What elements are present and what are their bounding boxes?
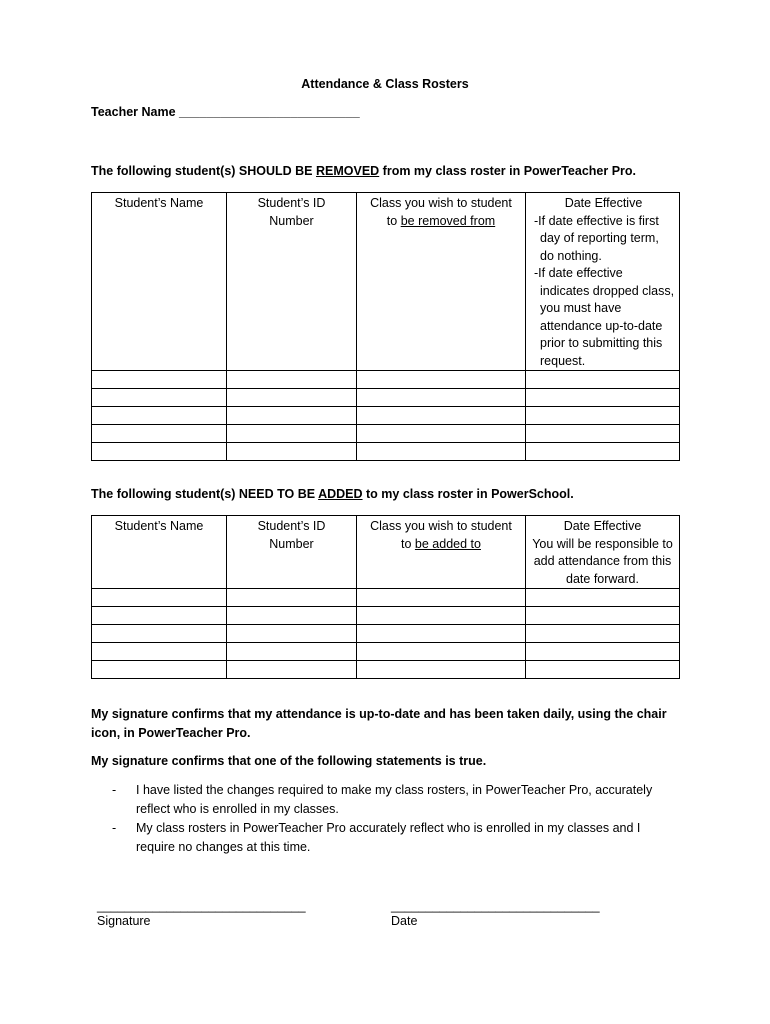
table-cell[interactable] xyxy=(227,589,357,607)
table-cell[interactable] xyxy=(92,661,227,679)
table-cell[interactable] xyxy=(357,589,526,607)
table-row[interactable] xyxy=(92,443,680,461)
removed-table xyxy=(91,192,680,461)
table-cell[interactable] xyxy=(92,425,227,443)
removed-heading xyxy=(91,164,636,178)
table-cell[interactable] xyxy=(227,371,357,389)
table-row[interactable] xyxy=(92,643,680,661)
removed-col-name: Student’s Name xyxy=(92,193,227,371)
table-cell[interactable] xyxy=(526,643,680,661)
signature-line[interactable]: ______________________________ xyxy=(97,899,306,913)
added-heading-post: to my class roster in PowerSchool. xyxy=(362,487,574,501)
table-cell[interactable] xyxy=(357,661,526,679)
table-cell[interactable] xyxy=(92,625,227,643)
removed-col-id: Student’s ID Number xyxy=(227,193,357,371)
date-label: Date xyxy=(391,914,418,928)
table-cell[interactable] xyxy=(227,443,357,461)
table-row[interactable] xyxy=(92,389,680,407)
added-heading-emphasis: ADDED xyxy=(318,487,363,501)
bullet-marker: - xyxy=(112,821,117,835)
table-row[interactable] xyxy=(92,371,680,389)
table-cell[interactable] xyxy=(526,389,680,407)
added-heading xyxy=(91,487,574,501)
bullet-statement: My class rosters in PowerTeacher Pro accurately reflect who is enrolled in my classes and I require no changes at this time. xyxy=(136,821,641,854)
confirmation-statements: My signature confirms that one of the following statements is true. xyxy=(91,754,487,768)
bullet-statement: I have listed the changes required to make my class rosters, in PowerTeacher Pro, accurately reflect who is enrolled in my classes. xyxy=(136,783,653,816)
table-cell[interactable] xyxy=(92,643,227,661)
date-line[interactable]: ______________________________ xyxy=(391,899,600,913)
table-cell[interactable] xyxy=(92,389,227,407)
removed-heading-emphasis: REMOVED xyxy=(316,164,380,178)
removed-col-date: Date Effective -If date effective is first day of reporting term, do nothing. -If date effective indicates dropped class, you must have attendance up-to-date prior to submitting this request. xyxy=(526,193,680,371)
table-cell[interactable] xyxy=(526,589,680,607)
table-cell[interactable] xyxy=(357,407,526,425)
table-cell[interactable] xyxy=(526,607,680,625)
added-header-row xyxy=(92,516,680,589)
bullet-marker: - xyxy=(112,783,117,797)
added-col-name: Student’s Name xyxy=(92,516,227,589)
table-cell[interactable] xyxy=(526,425,680,443)
table-cell[interactable] xyxy=(227,607,357,625)
added-table xyxy=(91,515,680,679)
table-cell[interactable] xyxy=(357,607,526,625)
added-heading-pre: The following student(s) NEED TO BE xyxy=(91,487,319,501)
table-cell[interactable] xyxy=(92,407,227,425)
confirmation-attendance: My signature confirms that my attendance is up-to-date and has been taken daily, using the chair icon, in PowerTeacher Pro. xyxy=(91,707,667,740)
added-col-class: Class you wish to student to be added to xyxy=(357,516,526,589)
table-row[interactable] xyxy=(92,589,680,607)
removed-heading-post: from my class roster in PowerTeacher Pro. xyxy=(379,164,637,178)
table-cell[interactable] xyxy=(92,443,227,461)
table-cell[interactable] xyxy=(227,661,357,679)
table-cell[interactable] xyxy=(227,625,357,643)
table-cell[interactable] xyxy=(357,425,526,443)
table-cell[interactable] xyxy=(526,371,680,389)
table-cell[interactable] xyxy=(526,407,680,425)
table-cell[interactable] xyxy=(227,407,357,425)
added-col-id: Student’s ID Number xyxy=(227,516,357,589)
table-cell[interactable] xyxy=(357,389,526,407)
removed-col-class: Class you wish to student to be removed from xyxy=(357,193,526,371)
table-cell[interactable] xyxy=(357,443,526,461)
table-row[interactable] xyxy=(92,425,680,443)
table-row[interactable] xyxy=(92,625,680,643)
teacher-name-field[interactable]: Teacher Name __________________________ xyxy=(91,105,360,119)
table-cell[interactable] xyxy=(526,625,680,643)
added-col-date: Date Effective You will be responsible to add attendance from this date forward. xyxy=(526,516,680,589)
table-row[interactable] xyxy=(92,407,680,425)
table-row[interactable] xyxy=(92,661,680,679)
removed-heading-pre: The following student(s) SHOULD BE xyxy=(91,164,316,178)
removed-header-row xyxy=(92,193,680,371)
table-cell[interactable] xyxy=(227,425,357,443)
table-cell[interactable] xyxy=(357,625,526,643)
document-title: Attendance & Class Rosters xyxy=(301,77,469,91)
table-cell[interactable] xyxy=(526,443,680,461)
table-cell[interactable] xyxy=(227,643,357,661)
table-cell[interactable] xyxy=(227,389,357,407)
table-cell[interactable] xyxy=(92,607,227,625)
table-cell[interactable] xyxy=(92,371,227,389)
signature-label: Signature xyxy=(97,914,151,928)
table-cell[interactable] xyxy=(92,589,227,607)
table-cell[interactable] xyxy=(526,661,680,679)
table-cell[interactable] xyxy=(357,371,526,389)
table-row[interactable] xyxy=(92,607,680,625)
table-cell[interactable] xyxy=(357,643,526,661)
